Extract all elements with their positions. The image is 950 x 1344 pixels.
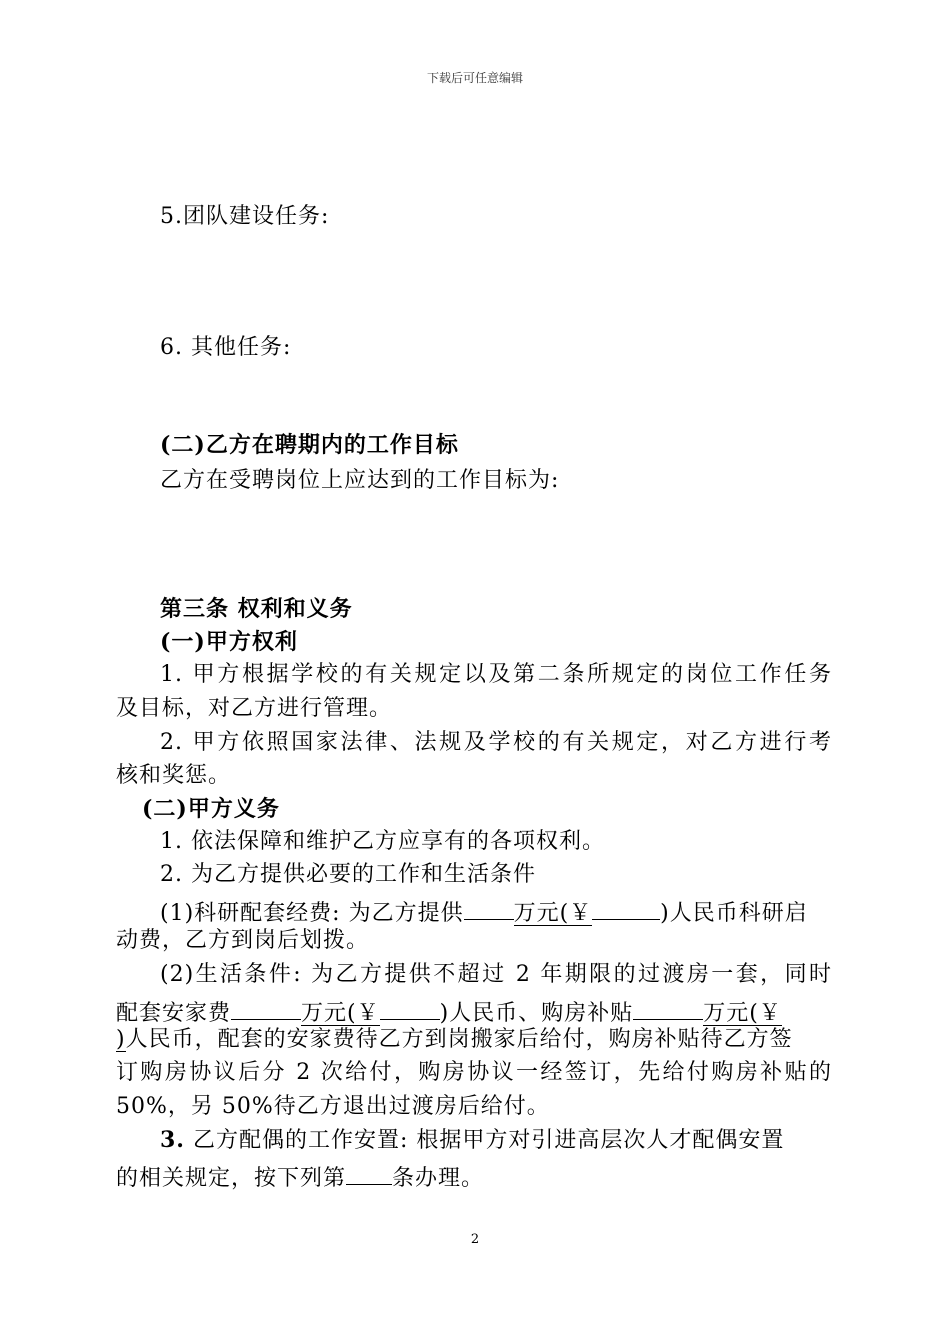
living-conditions-line-5: 50%，另 50%待乙方退出过渡房后给付。 (116, 1094, 550, 1119)
rights-item-2-line-2: 核和奖惩。 (116, 763, 232, 788)
research-funds-line-2: 动费，乙方到岗后划拨。 (116, 928, 370, 953)
spouse-placement-number: 3. (160, 1127, 185, 1153)
duties-item-2: 2. 为乙方提供必要的工作和生活条件 (160, 862, 536, 887)
page-number: 2 (470, 1232, 480, 1247)
housing-subsidy-unit: 万元(￥ (703, 1001, 782, 1026)
task-item-5: 5.团队建设任务: (160, 204, 330, 229)
rights-item-2-line-1: 2. 甲方依照国家法律、法规及学校的有关规定，对乙方进行考 (160, 730, 832, 755)
research-funds-unit: 万元(￥ (513, 901, 593, 926)
living-conditions-line-3-text: 人民币，配套的安家费待乙方到岗搬家后给付，购房补贴待乙方签 (125, 1027, 793, 1052)
duties-item-1: 1. 依法保障和维护乙方应享有的各项权利。 (160, 829, 605, 854)
research-funds-line-1 (160, 893, 808, 929)
party-a-duties-heading: (二)甲方义务 (142, 796, 280, 822)
section-heading-work-goals: (二)乙方在聘期内的工作目标 (160, 432, 459, 458)
settling-fee-unit: 万元(￥ (301, 1001, 380, 1026)
page-header-note: 下载后可任意编辑 (426, 71, 523, 85)
task-item-6: 6. 其他任务: (160, 335, 292, 360)
work-goals-text: 乙方在受聘岗位上应达到的工作目标为: (160, 468, 560, 493)
living-conditions-line-1: (2)生活条件: 为乙方提供不超过 2 年期限的过渡房一套，同时 (160, 962, 832, 987)
living-conditions-line-2 (116, 993, 782, 1029)
settling-fee-blank-1[interactable] (231, 993, 301, 1020)
article-3-title: 第三条 权利和义务 (160, 596, 353, 622)
research-funds-blank-2[interactable] (592, 893, 660, 920)
research-funds-suffix: )人民币科研启 (660, 901, 808, 926)
spouse-placement-line-2-prefix: 的相关规定，按下列第 (116, 1166, 347, 1191)
rights-item-1-line-2: 及目标，对乙方进行管理。 (116, 696, 393, 721)
research-funds-prefix: (1)科研配套经费: 为乙方提供 (160, 901, 464, 926)
party-a-rights-heading: (一)甲方权利 (160, 629, 298, 655)
settling-fee-blank-2[interactable] (380, 993, 440, 1020)
living-conditions-line-3 (116, 1025, 793, 1055)
spouse-placement-line-2-suffix: 条办理。 (392, 1166, 485, 1191)
housing-subsidy-close: ) (116, 1027, 126, 1052)
spouse-placement-item-blank[interactable] (346, 1158, 392, 1185)
settling-fee-label: 配套安家费 (116, 1001, 232, 1026)
living-conditions-line-4: 订购房协议后分 2 次给付，购房协议一经签订，先给付购房补贴的 (116, 1060, 832, 1085)
spouse-placement-line-1 (160, 1125, 784, 1156)
spouse-placement-line-2 (116, 1158, 484, 1194)
research-funds-blank-1[interactable] (464, 893, 514, 920)
housing-subsidy-blank-1[interactable] (633, 993, 703, 1020)
housing-subsidy-label: )人民币、购房补贴 (439, 1001, 634, 1026)
spouse-placement-text: 乙方配偶的工作安置: 根据甲方对引进高层次人才配偶安置 (184, 1128, 785, 1153)
rights-item-1-line-1: 1. 甲方根据学校的有关规定以及第二条所规定的岗位工作任务 (160, 662, 832, 687)
